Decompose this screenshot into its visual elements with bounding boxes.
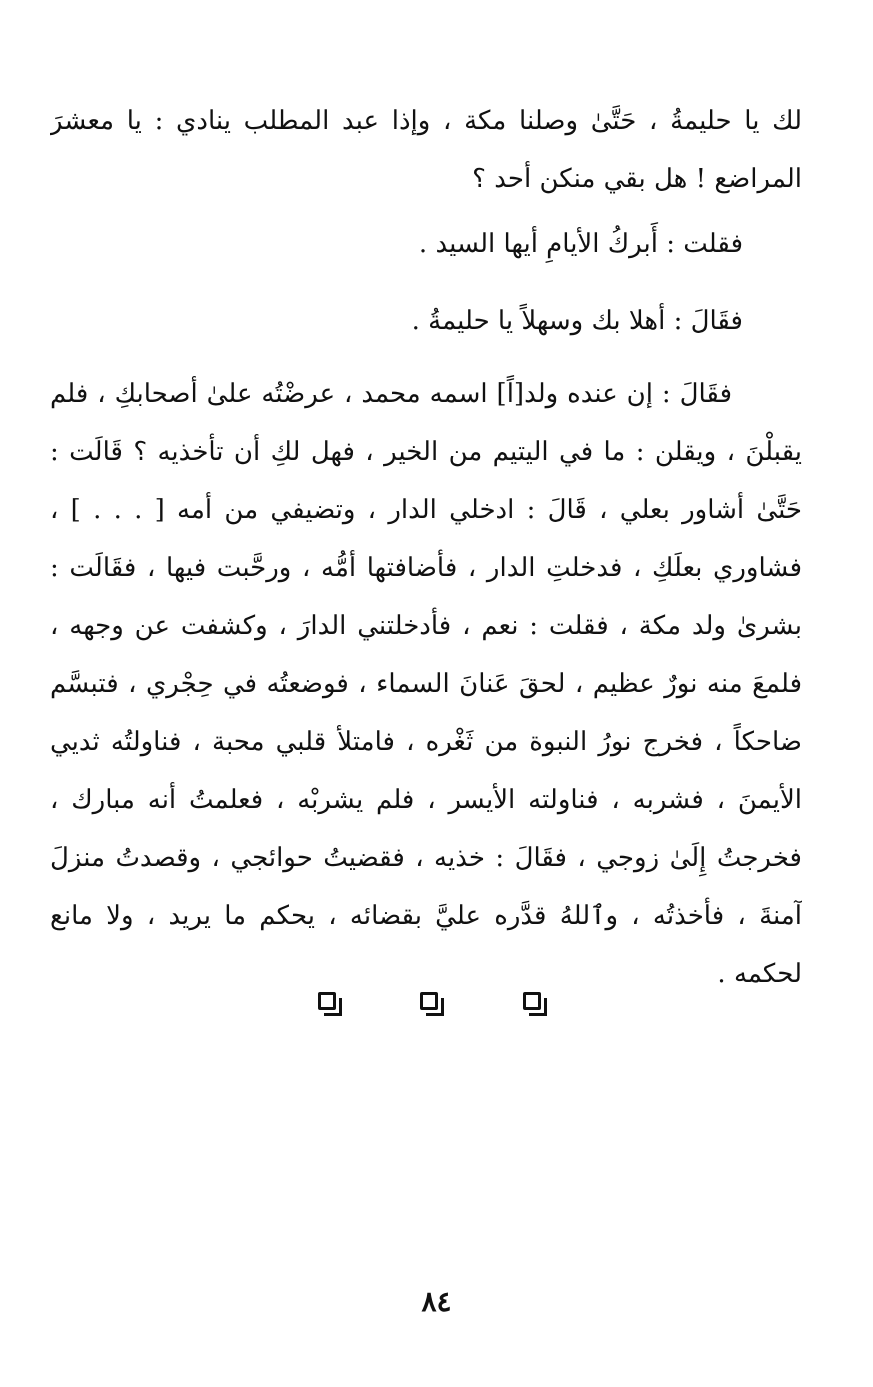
square-ornament-icon xyxy=(318,992,336,1010)
paragraph-1 xyxy=(50,92,802,208)
text-line: فخرجتُ إِلَىٰ زوجي ، فقَالَ : خذيه ، فقضيتُ حوائجي ، وقصدتُ منزلَ xyxy=(50,843,802,873)
section-separator xyxy=(0,988,873,1018)
text-line: لحكمه . xyxy=(717,959,802,989)
paragraph-3 xyxy=(412,292,743,350)
paragraph-2 xyxy=(419,215,743,273)
text-line: فقَالَ : أهلا بك وسهلاً يا حليمةُ . xyxy=(411,306,743,336)
text-line: فلمعَ منه نورٌ عظيم ، لحقَ عَنانَ السماء ، فوضعتُه في حِجْري ، فتبسَّم xyxy=(50,669,802,699)
text-line: الأيمنَ ، فشربه ، فناولته الأيسر ، فلم يشربْه ، فعلمتُ أنه مبارك ، xyxy=(50,785,802,815)
paragraph-4 xyxy=(50,365,802,1003)
square-ornament-icon xyxy=(420,992,438,1010)
text-line: فقَالَ : إن عنده ولد[اً] اسمه محمد ، عرضْتُه علىٰ أصحابكِ ، فلم xyxy=(50,379,732,409)
text-line: يقبلْنَ ، ويقلن : ما في اليتيم من الخير ، فهل لكِ أن تأخذيه ؟ قَالَت : xyxy=(50,437,802,467)
text-line: المراضع ! هل بقي منكن أحد ؟ xyxy=(472,164,802,194)
page-number: ٨٤ xyxy=(421,1285,452,1318)
text-line: فشاوري بعلَكِ ، فدخلتِ الدار ، فأضافتها أمُّه ، ورحَّبت فيها ، فقَالَت : xyxy=(50,553,802,583)
text-line: آمنةَ ، فأخذتُه ، وٱللهُ قدَّره عليَّ بقضائه ، يحكم ما يريد ، ولا مانع xyxy=(50,901,802,931)
text-line: فقلت : أَبركُ الأيامِ أيها السيد . xyxy=(418,229,743,259)
square-ornament-icon xyxy=(523,992,541,1010)
text-line: ضاحكاً ، فخرج نورُ النبوة من ثَغْره ، فامتلأ قلبي محبة ، فناولتُه ثديي xyxy=(50,727,802,757)
text-line: بشرىٰ ولد مكة ، فقلت : نعم ، فأدخلتني الدارَ ، وكشفت عن وجهه ، xyxy=(50,611,802,641)
text-line: لك يا حليمةُ ، حَتَّىٰ وصلنا مكة ، وإذا عبد المطلب ينادي : يا معشرَ xyxy=(50,106,802,136)
text-line: حَتَّىٰ أشاور بعلي ، قَالَ : ادخلي الدار ، وتضيفي من أمه [ . . . ] ، xyxy=(50,495,802,525)
